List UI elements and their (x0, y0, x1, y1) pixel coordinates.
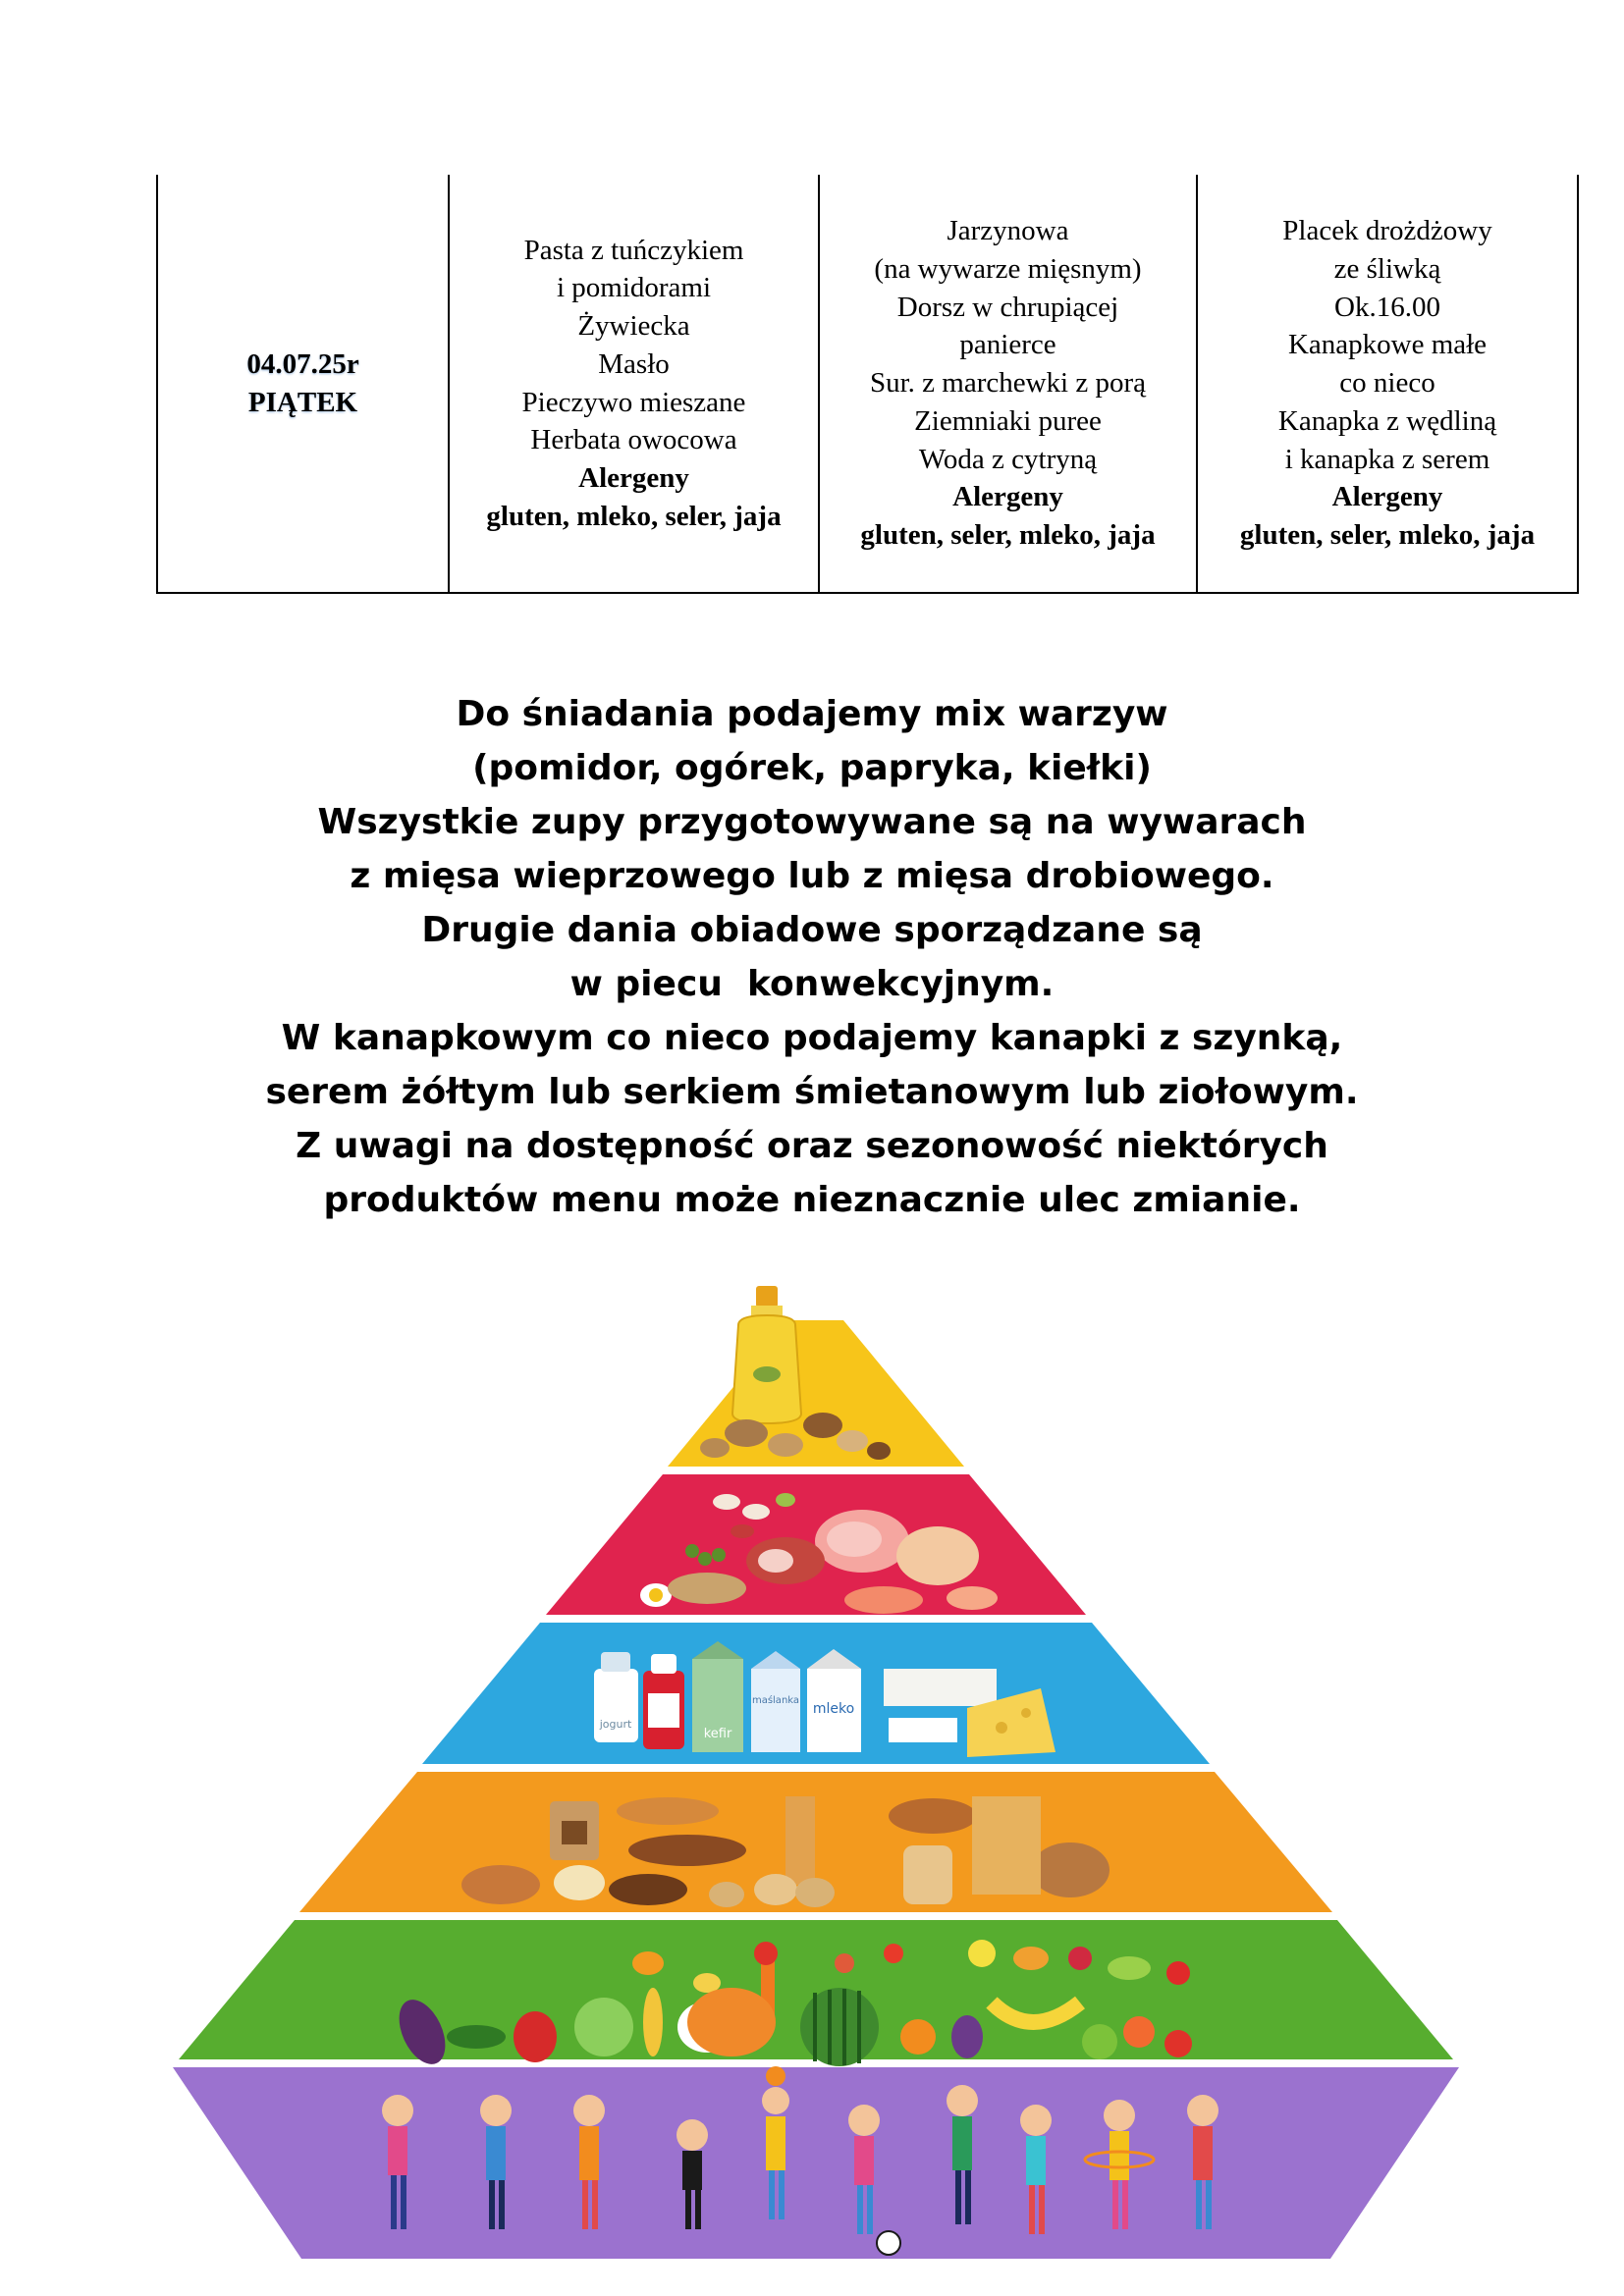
pyramid-tier-protein (546, 1474, 1086, 1615)
menu-item: Jarzynowa (947, 215, 1069, 247)
menu-item: co nieco (1339, 367, 1435, 400)
allergens-label: Alergeny (578, 461, 689, 494)
menu-item: Kanapkowe małe (1287, 329, 1488, 361)
note-line: w piecu konwekcyjnym. (569, 964, 1055, 1004)
allergens-label: Alergeny (952, 481, 1063, 513)
kefir-label: kefir (703, 1727, 732, 1741)
menu-item: Masło (598, 347, 670, 380)
note-line: Do śniadania podajemy mix warzyw (456, 694, 1168, 734)
pyramid-tier-produce (179, 1920, 1453, 2071)
menu-weekday: PIĄTEK (247, 386, 358, 418)
note-line: Drugie dania obiadowe sporządzane są (421, 910, 1203, 950)
note-line: (pomidor, ogórek, papryka, kiełki) (472, 748, 1152, 788)
menu-item: Pasta z tuńczykiem (523, 234, 744, 266)
menu-item: Sur. z marchewki z porą (869, 367, 1147, 400)
pyramid-tier-dairy (422, 1623, 1210, 1764)
pyramid-tier-oils (668, 1286, 964, 1467)
flour-bag-icon (550, 1801, 599, 1860)
note-line: Wszystkie zupy przygotowywane są na wywarach (317, 802, 1307, 842)
menu-item: Ok.16.00 (1334, 291, 1440, 323)
note-line: W kanapkowym co nieco podajemy kanapki z szynką, (281, 1018, 1343, 1058)
menu-item: panierce (959, 329, 1056, 361)
allergens-list: gluten, mleko, seler, jaja (486, 500, 782, 532)
menu-item: Ziemniaki puree (914, 404, 1102, 437)
menu-item: i kanapka z serem (1284, 443, 1490, 475)
note-line: z mięsa wieprzowego lub z mięsa drobiowego. (350, 856, 1274, 896)
oil-bottle-icon (732, 1286, 801, 1423)
note-line: Z uwagi na dostępność oraz sezonowość niektórych (296, 1126, 1328, 1166)
tier-activity-band (173, 2067, 1459, 2259)
menu-item: Żywiecka (577, 310, 690, 343)
menu-item: Woda z cytryną (918, 443, 1098, 475)
menu-item: i pomidorami (556, 272, 712, 304)
yogurt-label: jogurt (599, 1718, 632, 1731)
milk-label: mleko (812, 1701, 855, 1717)
meat-icon (815, 1510, 909, 1573)
sausage-icon (746, 1537, 825, 1584)
kefir-carton-icon (692, 1641, 743, 1752)
menu-date: 04.07.25r (246, 347, 359, 380)
chicken-icon (896, 1526, 979, 1585)
pumpkin-icon (687, 1988, 776, 2056)
menu-item: Herbata owocowa (530, 424, 737, 456)
note-line: produktów menu może nieznacznie ulec zmianie. (323, 1180, 1301, 1220)
milk-carton-icon (807, 1649, 861, 1752)
egg-icon (640, 1583, 672, 1607)
menu-item: Pieczywo mieszane (521, 386, 746, 418)
allergens-list: gluten, seler, mleko, jaja (1239, 518, 1536, 551)
menu-item: Dorsz w chrupiącej (896, 291, 1119, 323)
pyramid-tier-grains (299, 1772, 1332, 1912)
allergens-list: gluten, seler, mleko, jaja (860, 518, 1156, 551)
menu-item: (na wywarze mięsnym) (874, 253, 1142, 286)
pyramid-tier-activity (173, 2066, 1459, 2259)
buttermilk-carton-icon (751, 1651, 800, 1752)
menu-item: Kanapka z wędliną (1277, 404, 1497, 437)
note-line: serem żółtym lub serkiem śmietanowym lub ziołowym. (265, 1072, 1359, 1112)
menu-item: ze śliwką (1333, 253, 1441, 286)
menu-item: Placek drożdżowy (1282, 215, 1492, 247)
allergens-label: Alergeny (1331, 481, 1443, 513)
maslanka-label: maślanka (751, 1695, 800, 1706)
